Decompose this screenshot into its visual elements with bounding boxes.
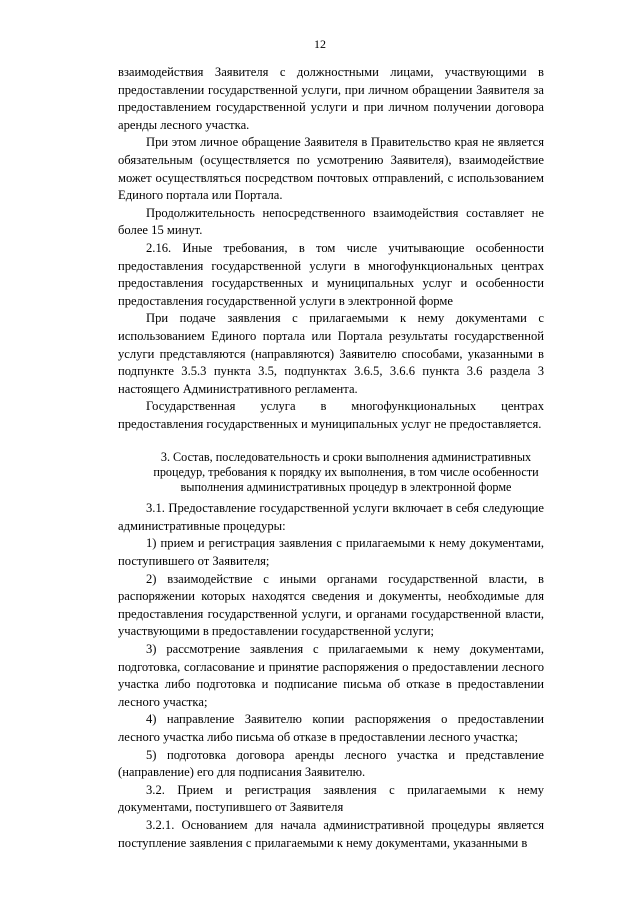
list-item-1: 1) прием и регистрация заявления с прилагаемыми к нему документами, поступившего от Заявителя; xyxy=(118,536,544,569)
list-item-2: 2) взаимодействие с иными органами государственной власти, в распоряжении которых находятся сведения и документы, необходимые для предоставления государственной услуги, и органами государственной власти, участвующими в предоставлении государственной услуги; xyxy=(118,571,544,639)
list-item-3: 3) рассмотрение заявления с прилагаемыми к нему документами, подготовка, согласование и принятие распоряжения о предоставлении лесного участка либо подготовка и подписание письма об отказе в предоставлении лесного участка; xyxy=(118,642,544,709)
paragraph-continuation: взаимодействия Заявителя с должностными лицами, участвующими в предоставлении государственной услуги, при личном обращении Заявителя за предоставлением государственной услуги и при личном получении договора аренды лесного участка. xyxy=(118,65,544,132)
list-item-4: 4) направление Заявителю копии распоряжения о предоставлении лесного участка либо письма об отказе в предоставлении лесного участка; xyxy=(118,712,544,744)
paragraph-2-16-heading: 2.16. Иные требования, в том числе учитывающие особенности предоставления государственной услуги в многофункциональных центрах предоставления государственных и муниципальных услуг и особенности предоставления государственной услуги в электронной форме xyxy=(118,240,544,308)
paragraph-mfc-not-provided: Государственная услуга в многофункциональных центрах предоставления государственных и муниципальных услуг не предоставляется. xyxy=(118,399,544,431)
paragraph-3-1: 3.1. Предоставление государственной услуги включает в себя следующие административные процедуры: xyxy=(118,501,544,533)
page-number: 12 xyxy=(314,37,326,51)
paragraph-personal-appeal: При этом личное обращение Заявителя в Правительство края не является обязательным (осуществляется по усмотрению Заявителя), взаимодействие может осуществляться посредством почтовых отправлений, с использованием Единого портала или Портала. xyxy=(118,135,544,203)
list-item-5: 5) подготовка договора аренды лесного участка и представление (направление) его для подписания Заявителю. xyxy=(118,747,544,780)
section-3-heading: 3. Состав, последовательность и сроки выполнения административных процедур, требования к порядку их выполнения, в том числе особенности выполнения административных процедур в электронной форме xyxy=(153,450,539,494)
paragraph-3-2-1: 3.2.1. Основанием для начала административной процедуры является поступление заявления с прилагаемыми к нему документами, указанными в xyxy=(118,817,544,850)
paragraph-portal-results: При подаче заявления с прилагаемыми к нему документами с использованием Единого портала или Портала результаты государственной услуги представляются (направляются) Заявителю способами, указанными в подпункте 3.5.3 пункта 3.5, подпунктах 3.6.5, 3.6.6 пункта 3.6 раздела 3 настоящего Административного регламента. xyxy=(118,311,544,396)
document-body xyxy=(118,64,544,852)
paragraph-3-2: 3.2. Прием и регистрация заявления с прилагаемыми к нему документами, поступившего от Заявителя xyxy=(118,782,544,815)
paragraph-interaction-duration: Продолжительность непосредственного взаимодействия составляет не более 15 минут. xyxy=(118,205,544,238)
